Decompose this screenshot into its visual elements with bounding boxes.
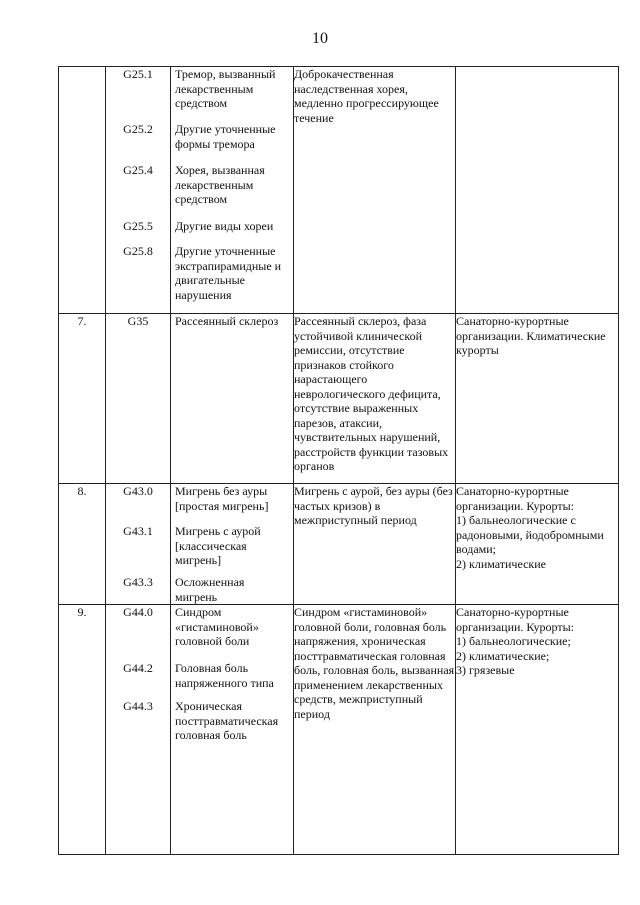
row-number: 8.: [59, 484, 106, 605]
row-number: [59, 67, 106, 314]
icd-code: G44.2: [123, 661, 153, 675]
organizations-cell: [456, 605, 619, 855]
treatment-table: [58, 66, 619, 855]
organization-line: 1) бальнеологические с радоновыми, йодобромными водами;: [456, 513, 604, 556]
diagnosis-name: Рассеянный склероз: [175, 314, 279, 328]
icd-code: G43.1: [123, 524, 153, 538]
condition-cell: Доброкачественная наследственная хорея, медленно прогрессирующее течение: [294, 67, 456, 314]
codes-cell: [106, 314, 171, 484]
organization-line: 2) климатические: [456, 556, 546, 571]
names-cell: [171, 605, 294, 855]
table-row: [59, 484, 619, 605]
icd-code: G43.0: [123, 484, 153, 498]
diagnosis-name: Тремор, вызванный лекарственным средством: [175, 67, 276, 110]
codes-cell: [106, 484, 171, 605]
diagnosis-name: Головная боль напряженного типа: [175, 661, 274, 690]
codes-cell: [106, 67, 171, 314]
names-cell: [171, 314, 294, 484]
icd-code: G44.0: [123, 605, 153, 619]
icd-code: G43.3: [123, 575, 153, 589]
organization-line: 3) грязевые: [456, 663, 515, 677]
condition-cell: Мигрень с аурой, без ауры (без частых кризов) в межприступный период: [294, 484, 456, 605]
names-cell: [171, 67, 294, 314]
page-number: 10: [312, 30, 328, 47]
organization-line: 2) климатические;: [456, 648, 550, 663]
organizations-cell: [456, 67, 619, 314]
organization-line: Санаторно-курортные организации. Курорты:: [456, 605, 575, 634]
icd-code: G25.8: [123, 244, 153, 258]
condition-cell: Рассеянный склероз, фаза устойчивой клинической ремиссии, отсутствие признаков стойкого нарастающего неврологического дефицита, отсутствие выраженных парезов, атаксии, чувствительных нарушений, расстройств функции тазовых органов: [294, 314, 456, 484]
diagnosis-name: Осложненная мигрень: [175, 575, 245, 604]
diagnosis-name: Другие виды хореи: [175, 219, 274, 233]
organization-line: Санаторно-курортные организации. Климатические курорты: [456, 314, 606, 357]
names-cell: [171, 484, 294, 605]
icd-code: G35: [127, 314, 149, 328]
icd-code: G44.3: [123, 699, 153, 713]
table-row: [59, 605, 619, 855]
diagnosis-name: Другие уточненные формы тремора: [175, 122, 276, 151]
icd-code: G25.4: [123, 163, 153, 177]
diagnosis-name: Мигрень с аурой [классическая мигрень]: [175, 524, 261, 567]
diagnosis-name: Хроническая посттравматическая головная боль: [175, 699, 279, 742]
organization-line: 1) бальнеологические;: [456, 634, 571, 648]
organization-line: Санаторно-курортные организации. Курорты:: [456, 484, 575, 513]
diagnosis-name: Мигрень без ауры [простая мигрень]: [175, 484, 269, 513]
icd-code: G25.5: [123, 219, 153, 233]
diagnosis-name: Синдром «гистаминовой» головной боли: [175, 605, 259, 648]
codes-cell: [106, 605, 171, 855]
organizations-cell: [456, 484, 619, 605]
condition-cell: Синдром «гистаминовой» головной боли, головная боль напряжения, хроническая посттравматическая головная боль, головная боль, вызванная применением лекарственных средств, межприступный период: [294, 605, 456, 855]
row-number: 7.: [59, 314, 106, 484]
table-row: [59, 314, 619, 484]
table-row: [59, 67, 619, 314]
organizations-cell: [456, 314, 619, 484]
icd-code: G25.2: [123, 122, 153, 136]
icd-code: G25.1: [123, 67, 153, 81]
diagnosis-name: Другие уточненные экстрапирамидные и двигательные нарушения: [175, 244, 282, 302]
row-number: 9.: [59, 605, 106, 855]
diagnosis-name: Хорея, вызванная лекарственным средством: [175, 163, 265, 206]
